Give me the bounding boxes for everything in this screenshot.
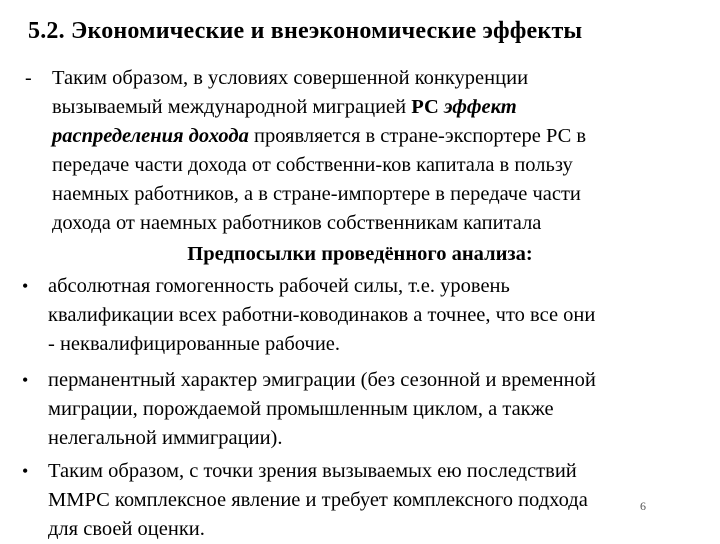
slide-title: 5.2. Экономические и внеэкономические эффекты <box>28 18 583 44</box>
page-number: 6 <box>640 499 646 513</box>
rs-term: РС <box>411 96 444 118</box>
bullet-line: для своей оценки. <box>48 518 205 540</box>
intro-line: наемных работников, а в стране-импортере в передаче части <box>52 183 581 205</box>
income-distribution-term: распределения дохода <box>52 125 249 147</box>
bullet-item <box>22 366 712 453</box>
bullet-marker: • <box>22 370 29 390</box>
bullet-item <box>22 457 712 544</box>
bullet-line: миграции, порождаемой промышленным циклом, а также <box>48 398 554 420</box>
intro-paragraph <box>25 64 705 238</box>
bullet-line: Таким образом, с точки зрения вызываемых ею последствий <box>48 460 577 482</box>
intro-line: передаче части дохода от собственни-ков капитала в пользу <box>52 154 573 176</box>
bullet-line: абсолютная гомогенность рабочей силы, т.е. уровень <box>48 275 510 297</box>
intro-text <box>52 64 705 238</box>
intro-line: дохода от наемных работников собственникам капитала <box>52 212 542 234</box>
bullet-marker: • <box>22 276 29 296</box>
bullet-line: - неквалифицированные рабочие. <box>48 333 341 355</box>
intro-line <box>52 93 705 122</box>
intro-line <box>52 122 705 151</box>
intro-text-plain: проявляется в стране-экспортере РС в <box>248 125 587 147</box>
bullet-text <box>48 366 712 453</box>
bullet-text <box>48 457 712 544</box>
intro-line: Таким образом, в условиях совершенной конкуренции <box>52 67 529 89</box>
effect-term: эффект <box>443 96 517 118</box>
bullet-line: квалификации всех работни-ководинаков а точнее, что все они <box>48 304 596 326</box>
dash-marker: - <box>25 67 32 89</box>
section-subheading: Предпосылки проведённого анализа: <box>187 243 533 265</box>
bullet-marker: • <box>22 461 29 481</box>
bullet-text <box>48 272 712 359</box>
bullet-line: ММРС комплексное явление и требует комплексного подхода <box>48 489 588 511</box>
bullet-item <box>22 272 712 359</box>
bullet-line: перманентный характер эмиграции (без сезонной и временной <box>48 369 596 391</box>
intro-text-plain: вызываемый международной миграцией <box>52 96 412 118</box>
bullet-line: нелегальной иммиграции). <box>48 427 283 449</box>
